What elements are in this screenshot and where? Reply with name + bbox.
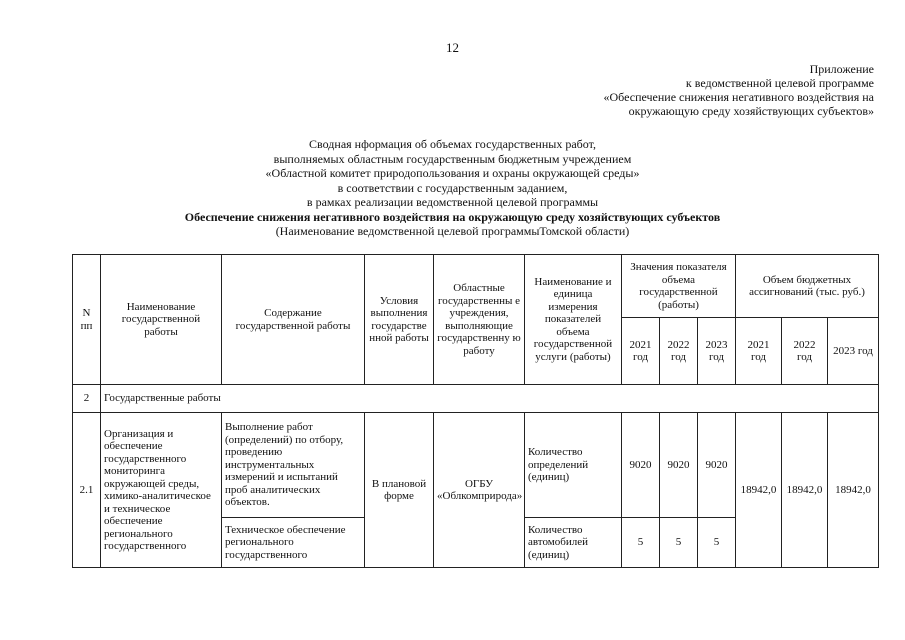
section-num: 2 xyxy=(73,385,101,413)
indicator-value: 5 xyxy=(622,518,660,568)
section-row xyxy=(73,385,879,413)
header-year: 2021 год xyxy=(622,318,660,385)
row-content: Техническое обеспечение регионального государственного xyxy=(222,518,365,568)
appendix-line: «Обеспечение снижения негативного воздействия на xyxy=(603,90,874,104)
header-year: 2022 год xyxy=(660,318,698,385)
summary-line: выполняемых областным государственным бюджетным учреждением xyxy=(273,151,632,166)
summary-heading xyxy=(0,137,905,239)
row-content: Выполнение работ (определений) по отбору, проведению инструментальных измерений и испытаний проб аналитических объектов. xyxy=(222,413,365,518)
indicator-value: 9020 xyxy=(622,413,660,518)
header-content: Содержание государственной работы xyxy=(222,255,365,385)
appendix-header xyxy=(604,62,875,118)
summary-line: «Областной комитет природопользования и охраны окружающей среды» xyxy=(265,166,640,180)
budget-value: 18942,0 xyxy=(736,413,782,568)
row-indicator: Количество автомобилей (единиц) xyxy=(525,518,622,568)
header-budget: Объем бюджетных ассигнований (тыс. руб.) xyxy=(736,255,879,318)
indicator-value: 9020 xyxy=(660,413,698,518)
indicator-value: 5 xyxy=(698,518,736,568)
appendix-line: к ведомственной целевой программе xyxy=(685,76,874,90)
page-number: 12 xyxy=(446,40,459,55)
row-num: 2.1 xyxy=(73,413,101,568)
header-year: 2021 год xyxy=(736,318,782,385)
header-indicator-values: Значения показателя объема государственной (работы) xyxy=(622,255,736,318)
works-table xyxy=(72,254,879,568)
header-year: 2023 год xyxy=(698,318,736,385)
header-work-name: Наименование государственной работы xyxy=(101,255,222,385)
header-conditions: Условия выполнения государстве нной работы xyxy=(365,255,434,385)
section-title: Государственные работы xyxy=(101,385,879,413)
appendix-line: Приложение xyxy=(809,62,874,76)
summary-line: Сводная нформация об объемах государственных работ, xyxy=(309,137,596,151)
header-num: N пп xyxy=(73,255,101,385)
table-row xyxy=(73,413,879,518)
indicator-value: 5 xyxy=(660,518,698,568)
budget-value: 18942,0 xyxy=(828,413,879,568)
row-work-name: Организация и обеспечение государственного мониторинга окружающей среды, химико-аналитическое и техническое обеспечение регионального государственного xyxy=(101,413,222,568)
summary-line: в соответствии с государственным заданием, xyxy=(337,180,568,195)
appendix-line: окружающую среду хозяйствующих субъектов» xyxy=(628,104,874,118)
row-conditions: В плановой форме xyxy=(365,413,434,568)
program-name: Обеспечение снижения негативного воздействия на окружающую среду хозяйствующих субъектов xyxy=(184,209,721,224)
header-institutions: Областные государственны е учреждения, выполняющие государственну ю работу xyxy=(434,255,525,385)
summary-line: в рамках реализации ведомственной целевой программы xyxy=(306,195,599,209)
budget-value: 18942,0 xyxy=(782,413,828,568)
header-year: 2022 год xyxy=(782,318,828,385)
program-caption: (Наименование ведомственной целевой программыТомской области) xyxy=(275,224,630,238)
indicator-value: 9020 xyxy=(698,413,736,518)
header-indicator: Наименование и единица измерения показателей объема государственной услуги (работы) xyxy=(525,255,622,385)
row-indicator: Количество определений (единиц) xyxy=(525,413,622,518)
header-year: 2023 год xyxy=(828,318,879,385)
row-institution: ОГБУ «Облкомприрода» xyxy=(434,413,525,568)
